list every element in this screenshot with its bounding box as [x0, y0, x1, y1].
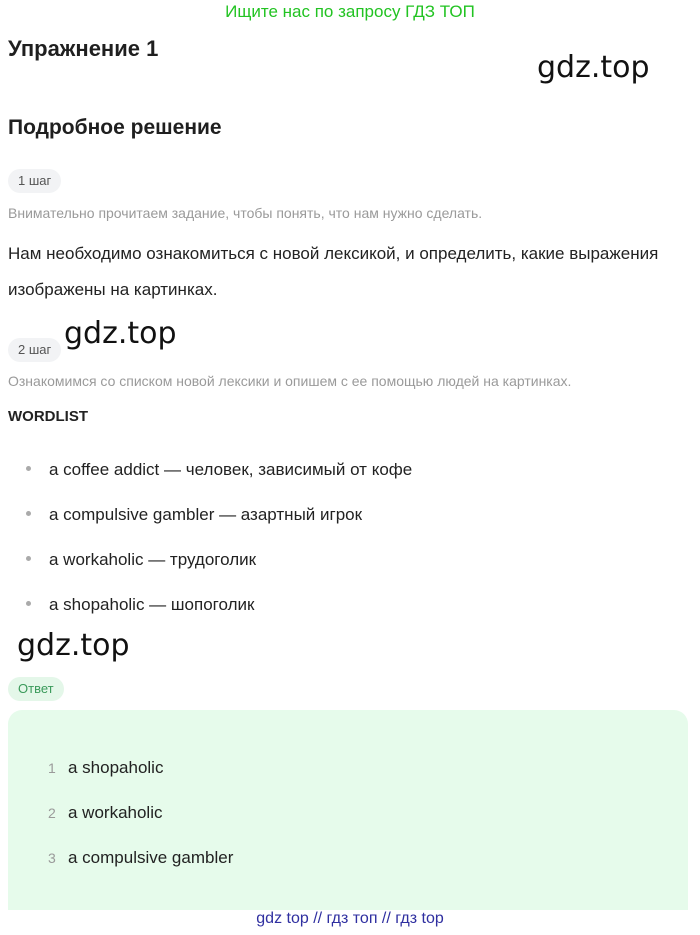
watermark: gdz.top: [537, 50, 650, 85]
solution-title: Подробное решение: [8, 116, 222, 139]
answer-text: a compulsive gambler: [68, 848, 234, 867]
answer-text: a workaholic: [68, 803, 163, 822]
bullet-icon: [26, 466, 31, 471]
answer-badge: Ответ: [8, 677, 64, 701]
answer-text: a shopaholic: [68, 758, 164, 777]
list-item-text: a compulsive gambler — азартный игрок: [49, 505, 363, 524]
step-text: Нам необходимо ознакомиться с новой лексикой, и определить, какие выражения изображены на картинках.: [8, 244, 659, 299]
answer-number: 3: [48, 850, 56, 866]
wordlist-title: WORDLIST: [8, 408, 88, 425]
watermark: gdz.top: [64, 316, 177, 351]
watermark: gdz.top: [17, 628, 130, 663]
list-item-text: a shopaholic — шопоголик: [49, 595, 255, 614]
step-badge: 2 шаг: [8, 338, 61, 362]
promo-banner: Ищите нас по запросу ГДЗ ТОП: [225, 2, 475, 21]
step-hint: Внимательно прочитаем задание, чтобы понять, что нам нужно сделать.: [8, 205, 483, 221]
step-hint: Ознакомимся со списком новой лексики и опишем с ее помощью людей на картинках.: [8, 373, 572, 389]
step-badge: 1 шаг: [8, 169, 61, 193]
footer-watermark: gdz top // гдз топ // гдз top: [256, 910, 444, 927]
answer-number: 1: [48, 760, 56, 776]
answer-number: 2: [48, 805, 56, 821]
bullet-icon: [26, 601, 31, 606]
bullet-icon: [26, 556, 31, 561]
list-item-text: a workaholic — трудоголик: [49, 550, 257, 569]
bullet-icon: [26, 511, 31, 516]
exercise-title: Упражнение 1: [8, 36, 159, 61]
list-item-text: a coffee addict — человек, зависимый от кофе: [49, 460, 413, 479]
